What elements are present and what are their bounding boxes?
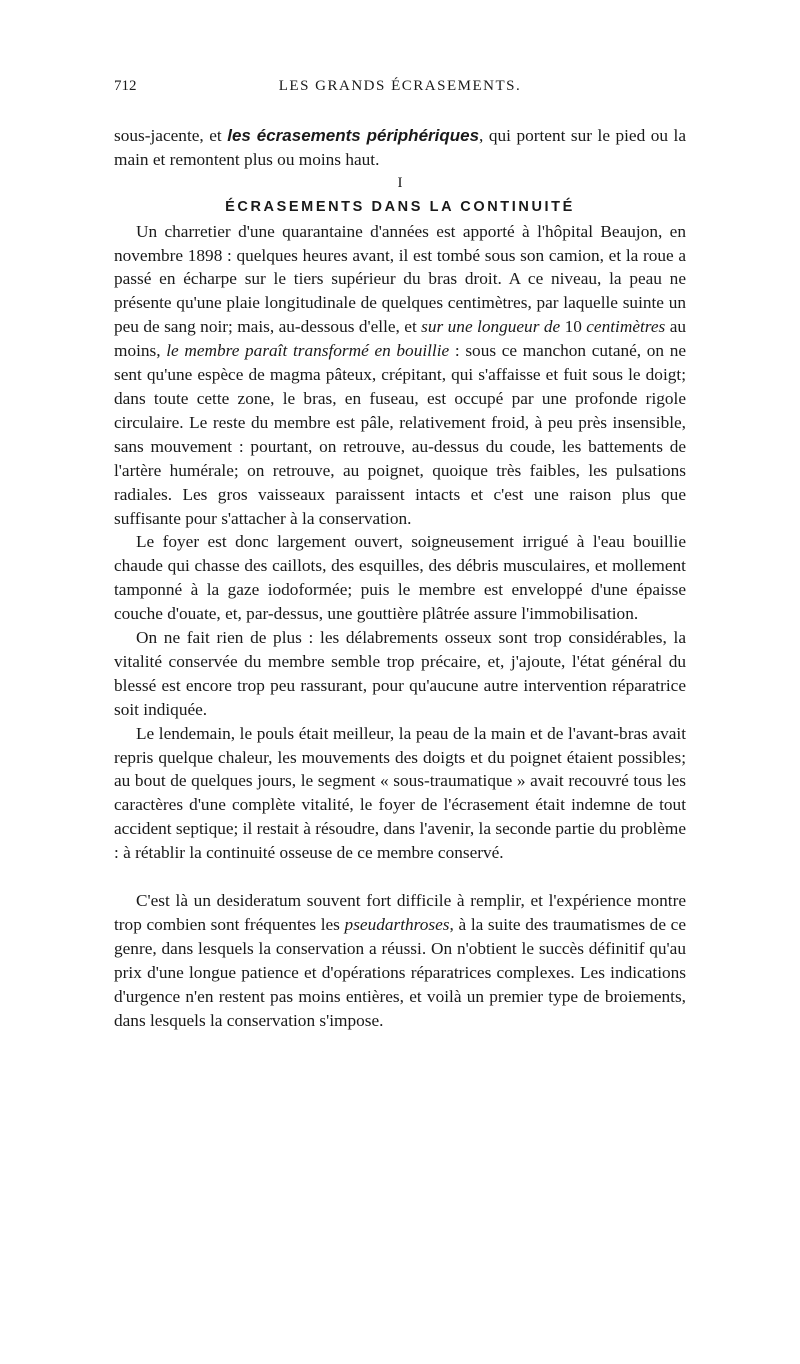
intro-emphasis: les écrasements périphériques [227,126,480,145]
paragraph-treatment: Le foyer est donc largement ouvert, soigneusement irrigué à l'eau bouillie chaude qui chasse des caillots, des esquilles, des débris musculaires, et mollement tamponné à la gaze iodoformée; puis le membre est enveloppé d'une épaisse couche d'ouate, et, par-dessus, une gouttière plâtrée assure l'immobilisation. [114,532,686,624]
p1-italic-1: sur une longueur de [421,317,561,337]
intro-text-start: sous-jacente, et [114,126,228,145]
p1-text-d: : sous ce manchon cutané, on ne sent qu'une espèce de magma pâteux, crépitant, qui s'affaisse et fuit sous le doigt; dans toute cette zone, le bras, en fuseau, est occupé par une profonde rigole circulaire. Le reste du membre est pâle, relativement froid, à peu près insensible, sans mouvement : pourtant, on retrouve, au-dessus du coude, les battements de l'artère humérale; on retrouve, au poignet, quoique très faibles, les pulsations radiales. Les gros vaisseaux paraissent intacts et c'est une raison plus que suffisante pour s'attacher à la conservation. [114,341,687,528]
p1-italic-2: centimètres [586,317,666,337]
p5-italic-1: pseudarthroses [344,915,450,934]
page-header [0,78,800,102]
paragraph-case-report [114,220,686,531]
p5-text-b: , à la suite des traumatismes de ce genre, dans lesquels la conservation a réussi. On n'obtient le succès définitif qu'au prix d'une longue patience et d'opérations réparatrices complexes. Les indications d'urgence n'en restent pas moins entières, et voilà un premier type de broiements, dans lesquels la conservation s'impose. [114,915,686,1030]
paragraph-recovery: Le lendemain, le pouls était meilleur, la peau de la main et de l'avant-bras avait repris quelque chaleur, les mouvements des doigts et du poignet étaient possibles; au bout de quelques jours, le segment « sous-traumatique » avait recouvré tous les caractères d'une complète vitalité, le foyer de l'écrasement était indemne de tout accident septique; il restait à résoudre, dans l'avenir, la seconde partie du problème : à rétablir la continuité osseuse de ce membre conservé. [114,723,686,863]
intro-text-end: , qui portent sur le pied ou la main et remontent plus ou moins haut. [114,126,687,169]
p1-text-c: au moins, [114,317,687,361]
paragraph-conclusion [114,889,686,1032]
running-title: LES GRANDS ÉCRASEMENTS. [278,78,522,94]
page-number: 712 [114,78,137,94]
paragraph-no-further-intervention: On ne fait rien de plus : les délabrements osseux sont trop considérables, la vitalité conservée du membre semble trop précaire, et, j'ajoute, l'état général du blessé est encore trop peu rassurant, pour qu'aucune autre intervention réparatrice soit indiquée. [114,628,686,719]
p1-italic-3: le membre paraît transformé en bouillie [166,341,450,361]
intro-paragraph [114,124,686,172]
p5-text-a: C'est là un desideratum souvent fort difficile à remplir, et l'expérience montre trop combien sont fréquentes les [114,891,686,934]
paragraph-gap [114,865,686,889]
page-body [114,124,686,1033]
section-title: ÉCRASEMENTS DANS LA CONTINUITÉ [225,198,575,215]
p1-text-a: Un charretier d'une quarantaine d'années est apporté à l'hôpital Beaujon, en novembre 1898 : quelques heures avant, il est tombé sous son camion, et la roue a passé en écharpe sur le tiers supérieur du bras droit. A ce niveau, la peau ne présente qu'une plaie longitudinale de quelques centimètres, par laquelle suinte un peu de sang noir; mais, au-dessous d'elle, et [114,221,686,337]
p1-text-b: 10 [560,317,587,337]
section-number: I [397,174,403,191]
